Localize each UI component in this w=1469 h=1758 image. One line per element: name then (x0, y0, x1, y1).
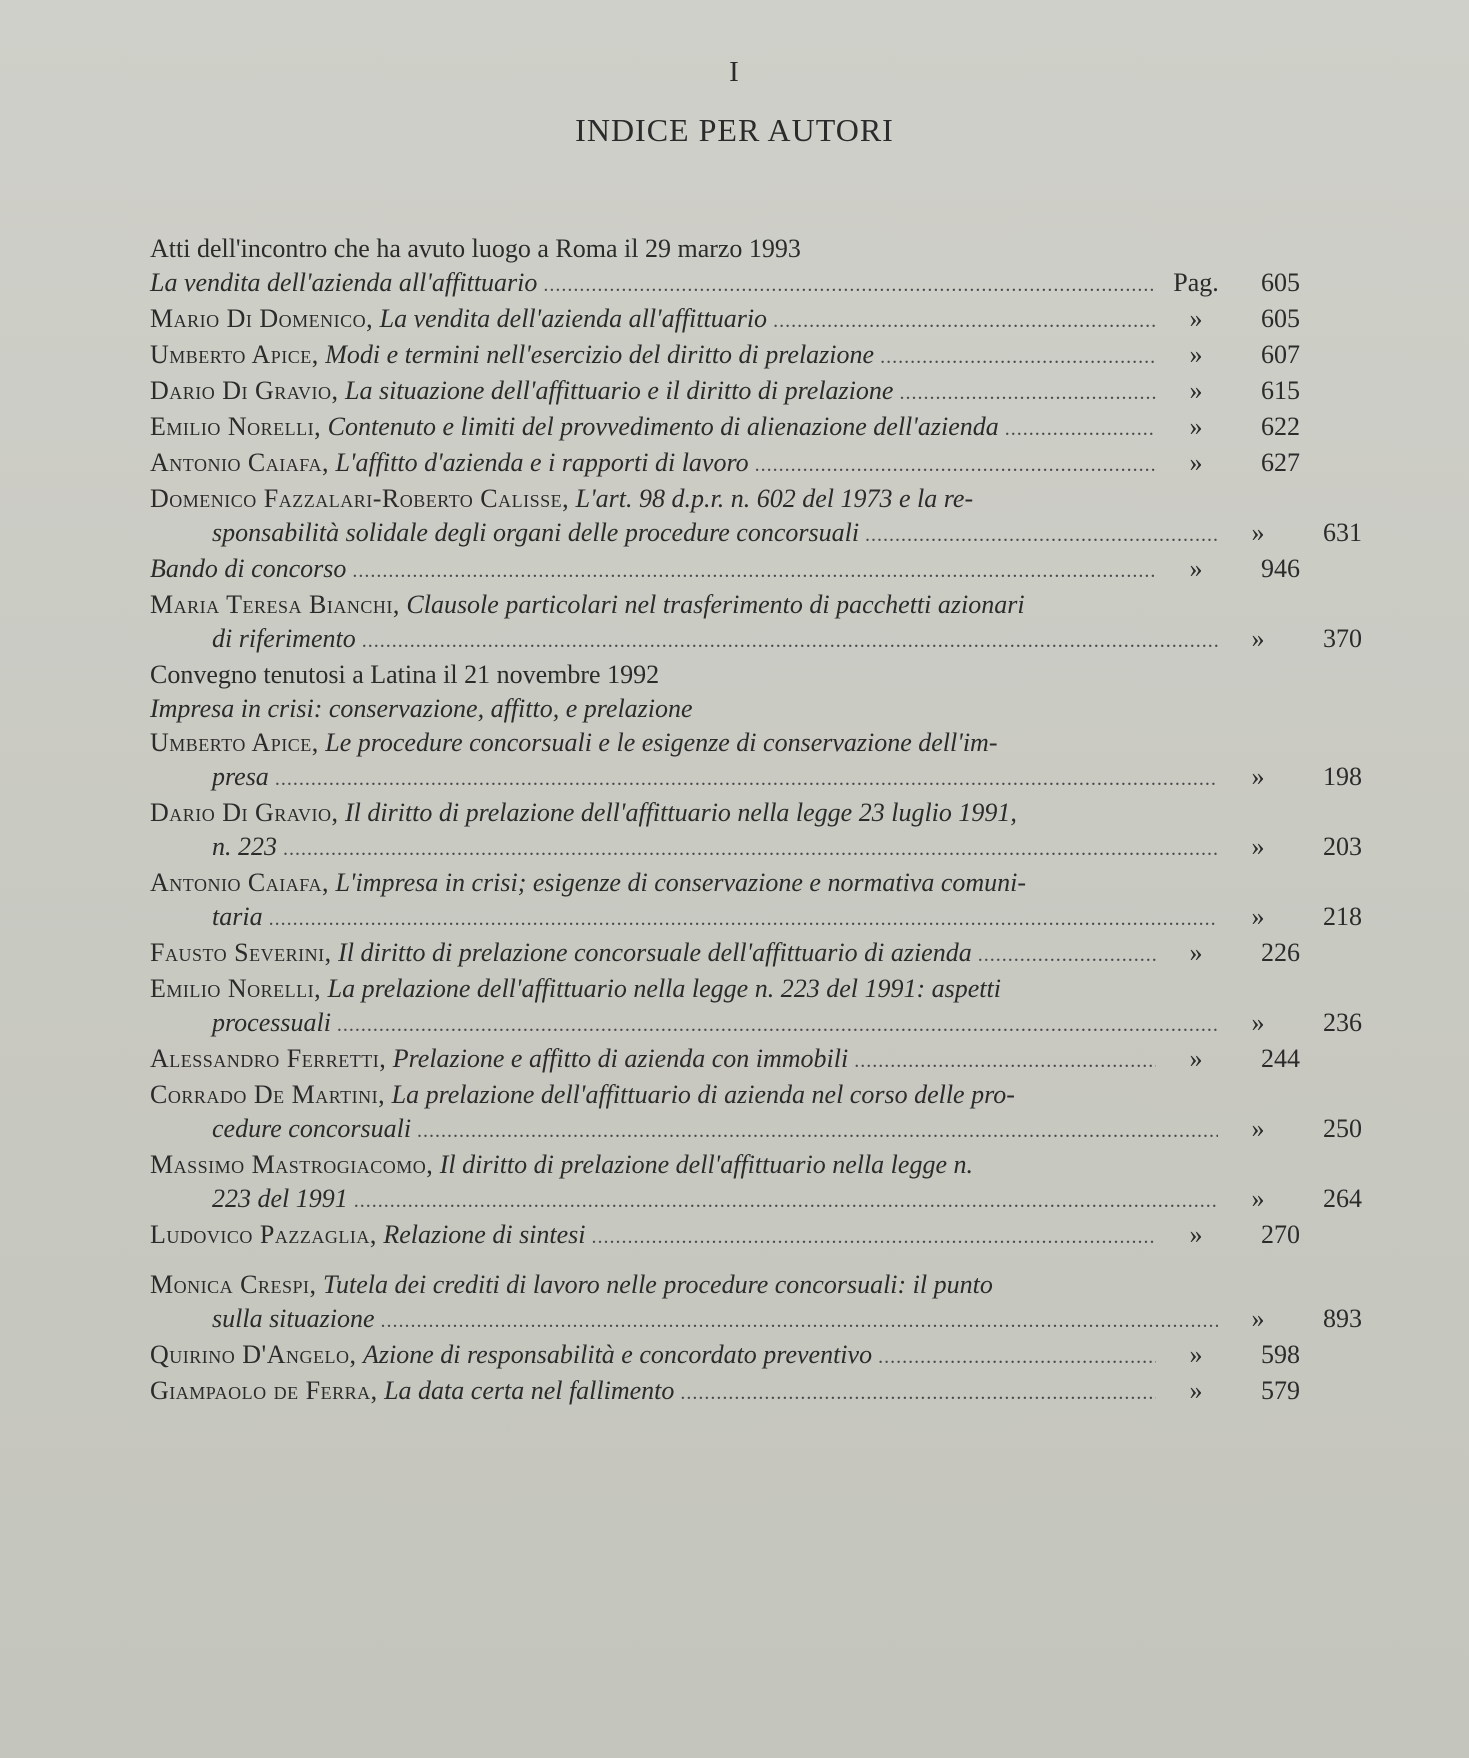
page-value: 627 (1261, 448, 1300, 477)
leader-dots (880, 340, 1156, 374)
page-ref: » (1251, 518, 1265, 547)
page-value: 622 (1261, 412, 1300, 441)
entry-title: Prelazione e affitto di azienda con immobili (392, 1044, 849, 1073)
page-ref: » (1251, 762, 1265, 791)
leader-dots (354, 1184, 1218, 1218)
section-heading: Atti dell'incontro che ha avuto luogo a Roma il 29 marzo 1993 (150, 234, 801, 263)
leader-dots (381, 1304, 1218, 1338)
page-value: 598 (1261, 1340, 1300, 1369)
entry-title: L'affitto d'azienda e i rapporti di lavoro (335, 448, 749, 477)
leader-dots (899, 376, 1156, 410)
entry-title-continued: 223 del 1991 (212, 1184, 348, 1213)
leader-dots (878, 1340, 1156, 1374)
list-item (150, 374, 1300, 410)
page-value: 605 (1261, 304, 1300, 333)
entry-author: Domenico Fazzalari-Roberto Calisse, (150, 484, 570, 513)
entry-title: Bando di concorso (150, 554, 347, 583)
entry-title: La vendita dell'azienda all'affittuario (150, 268, 538, 297)
leader-dots (283, 832, 1218, 866)
entry-author: Alessandro Ferretti, (150, 1044, 387, 1073)
page-value: 226 (1261, 938, 1300, 967)
entry-title: Le procedure concorsuali e le esigenze di conservazione dell'im- (325, 728, 998, 757)
entry-title-continued: sulla situazione (212, 1304, 375, 1333)
list-item (150, 1042, 1300, 1078)
entry-title: Il diritto di prelazione concorsuale dell'affittuario di azienda (338, 938, 972, 967)
entry-author: Dario Di Gravio, (150, 376, 339, 405)
page-ref: » (1189, 412, 1203, 441)
entry-title: Contenuto e limiti del provvedimento di alienazione dell'azienda (327, 412, 999, 441)
entry-author: Antonio Caiafa, (150, 448, 329, 477)
page-ref: » (1189, 1220, 1203, 1249)
list-item (150, 338, 1300, 374)
page-title: INDICE PER AUTORI (575, 112, 894, 148)
entry-author: Monica Crespi, (150, 1270, 317, 1299)
page-value: 370 (1323, 624, 1362, 653)
entry-title: La vendita dell'azienda all'affittuario (379, 304, 768, 333)
entry-author: Massimo Mastrogiacomo, (150, 1150, 434, 1179)
list-item (150, 726, 1362, 796)
page-value: 218 (1323, 902, 1362, 931)
entry-author: Emilio Norelli, (150, 974, 322, 1003)
page-value: 893 (1323, 1304, 1362, 1333)
leader-dots (1005, 412, 1156, 446)
page-ref: » (1251, 1114, 1265, 1143)
page-value: 631 (1323, 518, 1362, 547)
entry-author: Umberto Apice, (150, 728, 319, 757)
page-value: 203 (1323, 832, 1362, 861)
page-ref: » (1251, 1008, 1265, 1037)
leader-dots (417, 1114, 1218, 1148)
entry-author: Corrado De Martini, (150, 1080, 386, 1109)
entry-title: Modi e termini nell'esercizio del diritto di prelazione (325, 340, 875, 369)
list-item (150, 1078, 1362, 1148)
entry-title-continued: cedure concorsuali (212, 1114, 412, 1143)
page-ref: » (1251, 1184, 1265, 1213)
entry-title: Relazione di sintesi (383, 1220, 586, 1249)
entry-title: Il diritto di prelazione dell'affittuario nella legge n. (439, 1150, 973, 1179)
leader-dots (337, 1008, 1218, 1042)
entry-title-continued: sponsabilità solidale degli organi delle procedure concorsuali (212, 518, 860, 547)
page-ref: » (1189, 376, 1203, 405)
leader-dots (854, 1044, 1156, 1078)
leader-dots (773, 304, 1156, 338)
list-item (150, 866, 1362, 936)
page-value: 607 (1261, 340, 1300, 369)
list-item (150, 1338, 1300, 1374)
page-ref: » (1189, 938, 1203, 967)
entry-author: Quirino D'Angelo, (150, 1340, 357, 1369)
entry-author: Dario Di Gravio, (150, 798, 339, 827)
page-ref: » (1189, 304, 1203, 333)
page-ref: » (1189, 448, 1203, 477)
page-number: I (729, 56, 740, 88)
page-value: 579 (1261, 1376, 1300, 1405)
entry-author: Ludovico Pazzaglia, (150, 1220, 377, 1249)
section-heading: Convegno tenutosi a Latina il 21 novembre 1992 (150, 660, 660, 689)
entry-title: La prelazione dell'affittuario nella legge n. 223 del 1991: aspetti (327, 974, 1001, 1003)
entry-title: Clausole particolari nel trasferimento di pacchetti azionari (406, 590, 1025, 619)
entry-title-continued: processuali (212, 1008, 331, 1037)
page-value: 605 (1261, 268, 1300, 297)
entry-author: Giampaolo de Ferra, (150, 1376, 378, 1405)
entry-title: Tutela dei crediti di lavoro nelle procedure concorsuali: il punto (322, 1270, 993, 1299)
page-ref: » (1189, 1044, 1203, 1073)
entry-author: Umberto Apice, (150, 340, 319, 369)
entry-title: L'impresa in crisi; esigenze di conservazione e normativa comuni- (335, 868, 1027, 897)
list-item (150, 446, 1300, 482)
list-item (150, 936, 1300, 972)
entry-title: Il diritto di prelazione dell'affittuario nella legge 23 luglio 1991, (345, 798, 1017, 827)
list-item (150, 1374, 1300, 1410)
page-ref: » (1251, 832, 1265, 861)
section-subheading: Impresa in crisi: conservazione, affitto, e prelazione (150, 694, 693, 723)
page-ref: » (1251, 902, 1265, 931)
list-item (150, 482, 1362, 552)
list-item (150, 972, 1362, 1042)
list-item (150, 410, 1300, 446)
leader-dots (865, 518, 1218, 552)
page-value: 264 (1323, 1184, 1362, 1213)
list-item (150, 796, 1362, 866)
leader-dots (592, 1220, 1156, 1254)
leader-dots (680, 1376, 1156, 1410)
entry-title-continued: taria (212, 902, 263, 931)
page-value: 244 (1261, 1044, 1300, 1073)
entry-title-continued: presa (212, 762, 269, 791)
list-item (150, 302, 1300, 338)
entry-title-continued: n. 223 (212, 832, 277, 861)
page-ref: » (1189, 554, 1203, 583)
page-value: 250 (1323, 1114, 1362, 1143)
leader-dots (352, 554, 1156, 588)
entry-title: La prelazione dell'affittuario di azienda nel corso delle pro- (391, 1080, 1015, 1109)
entry-title: La situazione dell'affittuario e il diritto di prelazione (345, 376, 894, 405)
entry-title: La data certa nel fallimento (384, 1376, 675, 1405)
entry-author: Emilio Norelli, (150, 412, 322, 441)
leader-dots (755, 448, 1156, 482)
entry-author: Maria Teresa Bianchi, (150, 590, 400, 619)
entry-author: Antonio Caiafa, (150, 868, 329, 897)
page-ref: » (1251, 624, 1265, 653)
entry-title-continued: di riferimento (212, 624, 356, 653)
page-value: 946 (1261, 554, 1300, 583)
page-ref: » (1189, 1340, 1203, 1369)
page-ref: » (1189, 340, 1203, 369)
list-item (150, 1268, 1362, 1338)
page-value: 615 (1261, 376, 1300, 405)
list-item (150, 1218, 1300, 1254)
entry-author: Mario Di Domenico, (150, 304, 374, 333)
entry-title: L'art. 98 d.p.r. n. 602 del 1973 e la re- (575, 484, 974, 513)
table-of-contents (150, 232, 1362, 1410)
list-item (150, 552, 1300, 588)
list-item (150, 1148, 1362, 1218)
page-value: 236 (1323, 1008, 1362, 1037)
page-value: 198 (1323, 762, 1362, 791)
entry-title: Azione di responsabilità e concordato preventivo (363, 1340, 873, 1369)
leader-dots (275, 762, 1218, 796)
page-ref: » (1251, 1304, 1265, 1333)
leader-dots (362, 624, 1218, 658)
list-item (150, 266, 1300, 302)
page-ref: Pag. (1173, 268, 1219, 297)
list-item (150, 588, 1362, 658)
leader-dots (978, 938, 1156, 972)
leader-dots (543, 268, 1156, 302)
leader-dots (269, 902, 1218, 936)
page-value: 270 (1261, 1220, 1300, 1249)
entry-author: Fausto Severini, (150, 938, 332, 967)
page-ref: » (1189, 1376, 1203, 1405)
